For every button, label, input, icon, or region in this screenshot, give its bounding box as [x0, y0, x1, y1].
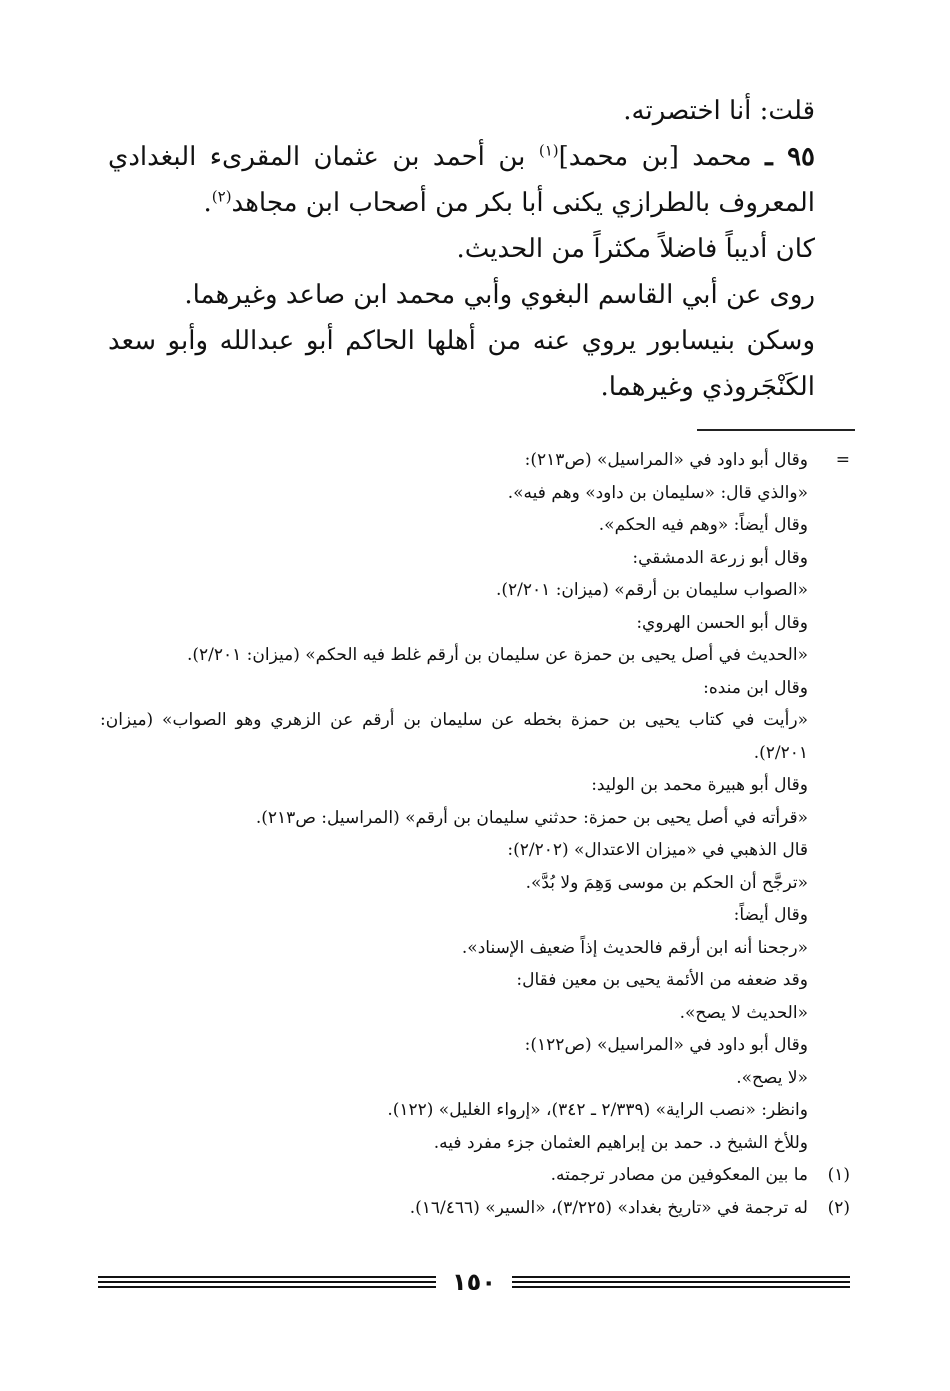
footnote-number: (١) [827, 1165, 850, 1185]
footnote-line: «رأيت في كتاب يحيى بن حمزة بخطه عن سليمان بن أرقم عن الزهري وهو الصواب» (ميزان: ٢/٢٠١). [100, 710, 808, 763]
footnote-separator [697, 429, 855, 431]
entry-end: . [203, 188, 212, 218]
footnote-line: وقال أيضاً: «وهم فيه الحكم». [598, 515, 808, 535]
footnote-line: وانظر: «نصب الراية» (٢/٣٣٩ ـ ٣٤٢)، «إرواء الغليل» (١٢٢). [387, 1100, 808, 1120]
footnote-text: وقال أبو داود في «المراسيل» (ص٢١٣): [524, 450, 808, 470]
footnote-line: وقال أبو الحسن الهروي: [636, 612, 808, 633]
continuation-mark: = [835, 450, 850, 470]
footnote-line: وقال أبو داود في «المراسيل» (ص١٢٢): [524, 1035, 808, 1055]
main-text [108, 88, 855, 410]
footnote-line: وقال أبو زرعة الدمشقي: [632, 547, 808, 568]
footnote-line: قال الذهبي في «ميزان الاعتدال» (٢/٢٠٢): [507, 840, 808, 860]
entry-paragraph [108, 134, 855, 226]
entry-text: بن أحمد بن عثمان المقرىء البغدادي المعروف بالطرازي يكنى أبا بكر من أصحاب ابن مجاهد [108, 142, 815, 218]
footnote-line: «الحديث في أصل يحيى بن حمزة عن سليمان بن أرقم غلط فيه الحكم» (ميزان: ٢/٢٠١). [186, 645, 808, 665]
page-footer [98, 1264, 850, 1300]
footnote-line: وقال أيضاً: [733, 905, 808, 925]
paragraph: روى عن أبي القاسم البغوي وأبي محمد ابن صاعد وغيرهما. [184, 280, 815, 310]
entry-text: محمد [بن محمد] [558, 142, 766, 172]
footnote-line: وقد ضعفه من الأئمة يحيى بن معين فقال: [516, 970, 808, 990]
footnote-ref[interactable]: (٢) [211, 187, 232, 206]
footnote-line [100, 444, 850, 477]
footnote-line: «الحديث لا يصح». [679, 1002, 808, 1023]
footnote-line: «لا يصح». [736, 1067, 808, 1088]
footnote-line: «ترجَّح أن الحكم بن موسى وَهِمَ ولا بُدَّ». [525, 872, 808, 893]
footnote-line: «والذي قال: «سليمان بن داود» وهم فيه». [507, 482, 808, 503]
footnote-ref[interactable]: (١) [538, 141, 559, 160]
footnote-line: «قرأته في أصل يحيى بن حمزة: حدثني سليمان بن أرقم» (المراسيل: ص٢١٣). [255, 807, 808, 828]
footnote-text: له ترجمة في «تاريخ بغداد» (٣/٢٢٥)، «السير» (١٦/٤٦٦). [409, 1197, 808, 1218]
footnote-line: «رجحنا أنه ابن أرقم فالحديث إذاً ضعيف الإسناد». [461, 937, 808, 958]
footnote-2 [100, 1192, 850, 1225]
paragraph: وسكن بنيسابور يروي عنه من أهلها الحاكم أبو عبدالله وأبو سعد الكَنْجَروذي وغيرهما. [108, 326, 815, 402]
footnote-line: وقال ابن منده: [703, 677, 808, 698]
footnote-text: ما بين المعكوفين من مصادر ترجمته. [550, 1165, 808, 1185]
footnote-line: «الصواب سليمان بن أرقم» (ميزان: ٢/٢٠١). [495, 580, 808, 600]
paragraph: كان أديباً فاضلاً مكثراً من الحديث. [456, 234, 815, 264]
page-number: ١٥٠ [452, 1268, 496, 1296]
footnote-line: وقال أبو هبيرة محمد بن الوليد: [591, 775, 808, 795]
footnote-1 [100, 1159, 850, 1192]
footnote-number: (٢) [827, 1197, 850, 1218]
footer-rule-right [512, 1276, 850, 1288]
footnote-line: وللأخ الشيخ د. حمد بن إبراهيم العثمان جزء مفرد فيه. [433, 1132, 808, 1153]
footnotes [100, 444, 850, 1224]
paragraph: قلت: أنا اختصرته. [623, 96, 815, 126]
entry-number: ٩٥ ـ [765, 142, 815, 172]
footer-rule-left [98, 1276, 436, 1288]
